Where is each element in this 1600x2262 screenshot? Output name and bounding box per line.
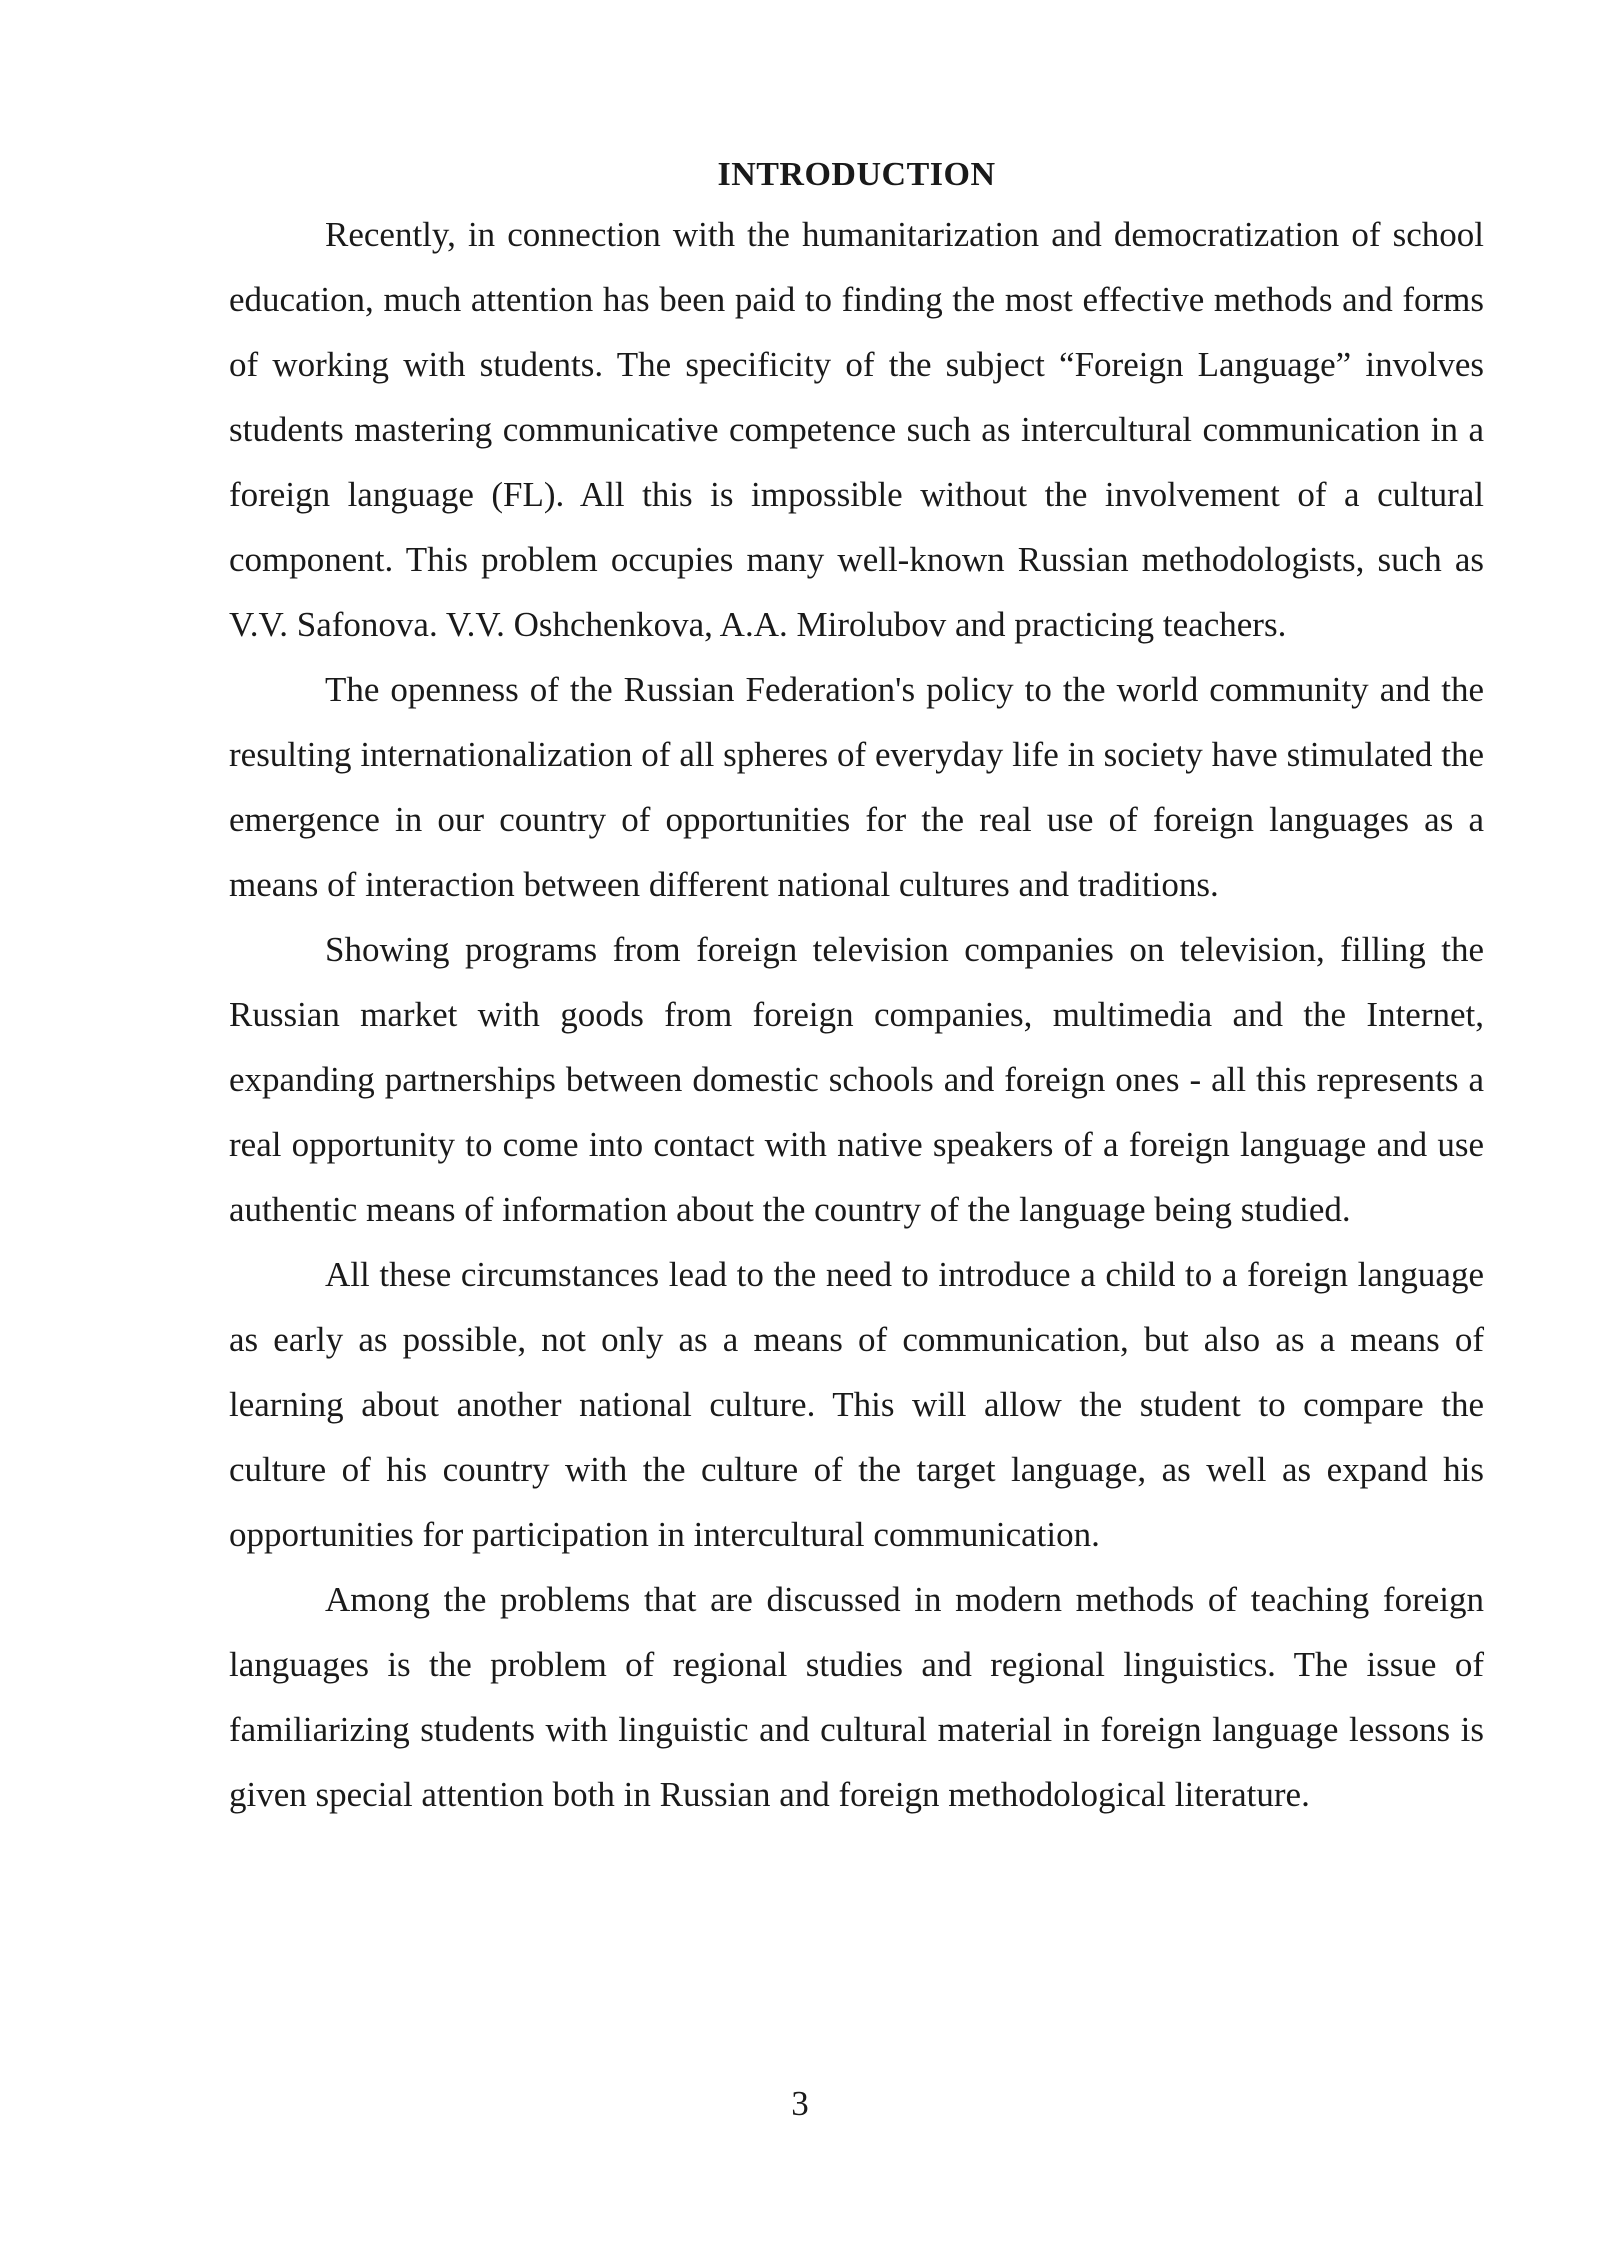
page-content — [229, 148, 1484, 1827]
paragraph-4: All these circumstances lead to the need to introduce a child to a foreign language as early as possible, not only as a means of communication, but also as a means of learning about another national culture. This will allow the student to compare the culture of his country with the culture of the target language, as well as expand his opportunities for participation in intercultural communication. — [229, 1255, 1484, 1554]
paragraph-5: Among the problems that are discussed in modern methods of teaching foreign languages is the problem of regional studies and regional linguistics. The issue of familiarizing students with linguistic and cultural material in foreign language lessons is given special attention both in Russian and foreign methodological literature. — [229, 1580, 1484, 1814]
paragraph-3: Showing programs from foreign television companies on television, filling the Russian market with goods from foreign companies, multimedia and the Internet, expanding partnerships between domestic schools and foreign ones - all this represents a real opportunity to come into contact with native speakers of a foreign language and use authentic means of information about the country of the language being studied. — [229, 930, 1484, 1229]
section-heading: INTRODUCTION — [717, 156, 996, 193]
page-number: 3 — [791, 2084, 809, 2123]
paragraph-1: Recently, in connection with the humanitarization and democratization of school education, much attention has been paid to finding the most effective methods and forms of working with students. The specificity of the subject “Foreign Language” involves students mastering communicative competence such as intercultural communication in a foreign language (FL). All this is impossible without the involvement of a cultural component. This problem occupies many well-known Russian methodologists, such as V.V. Safonova. V.V. Oshchenkova, A.A. Mirolubov and practicing teachers. — [229, 215, 1484, 644]
paragraph-2: The openness of the Russian Federation's policy to the world community and the resulting internationalization of all spheres of everyday life in society have stimulated the emergence in our country of opportunities for the real use of foreign languages as a means of interaction between different national cultures and traditions. — [229, 670, 1484, 904]
